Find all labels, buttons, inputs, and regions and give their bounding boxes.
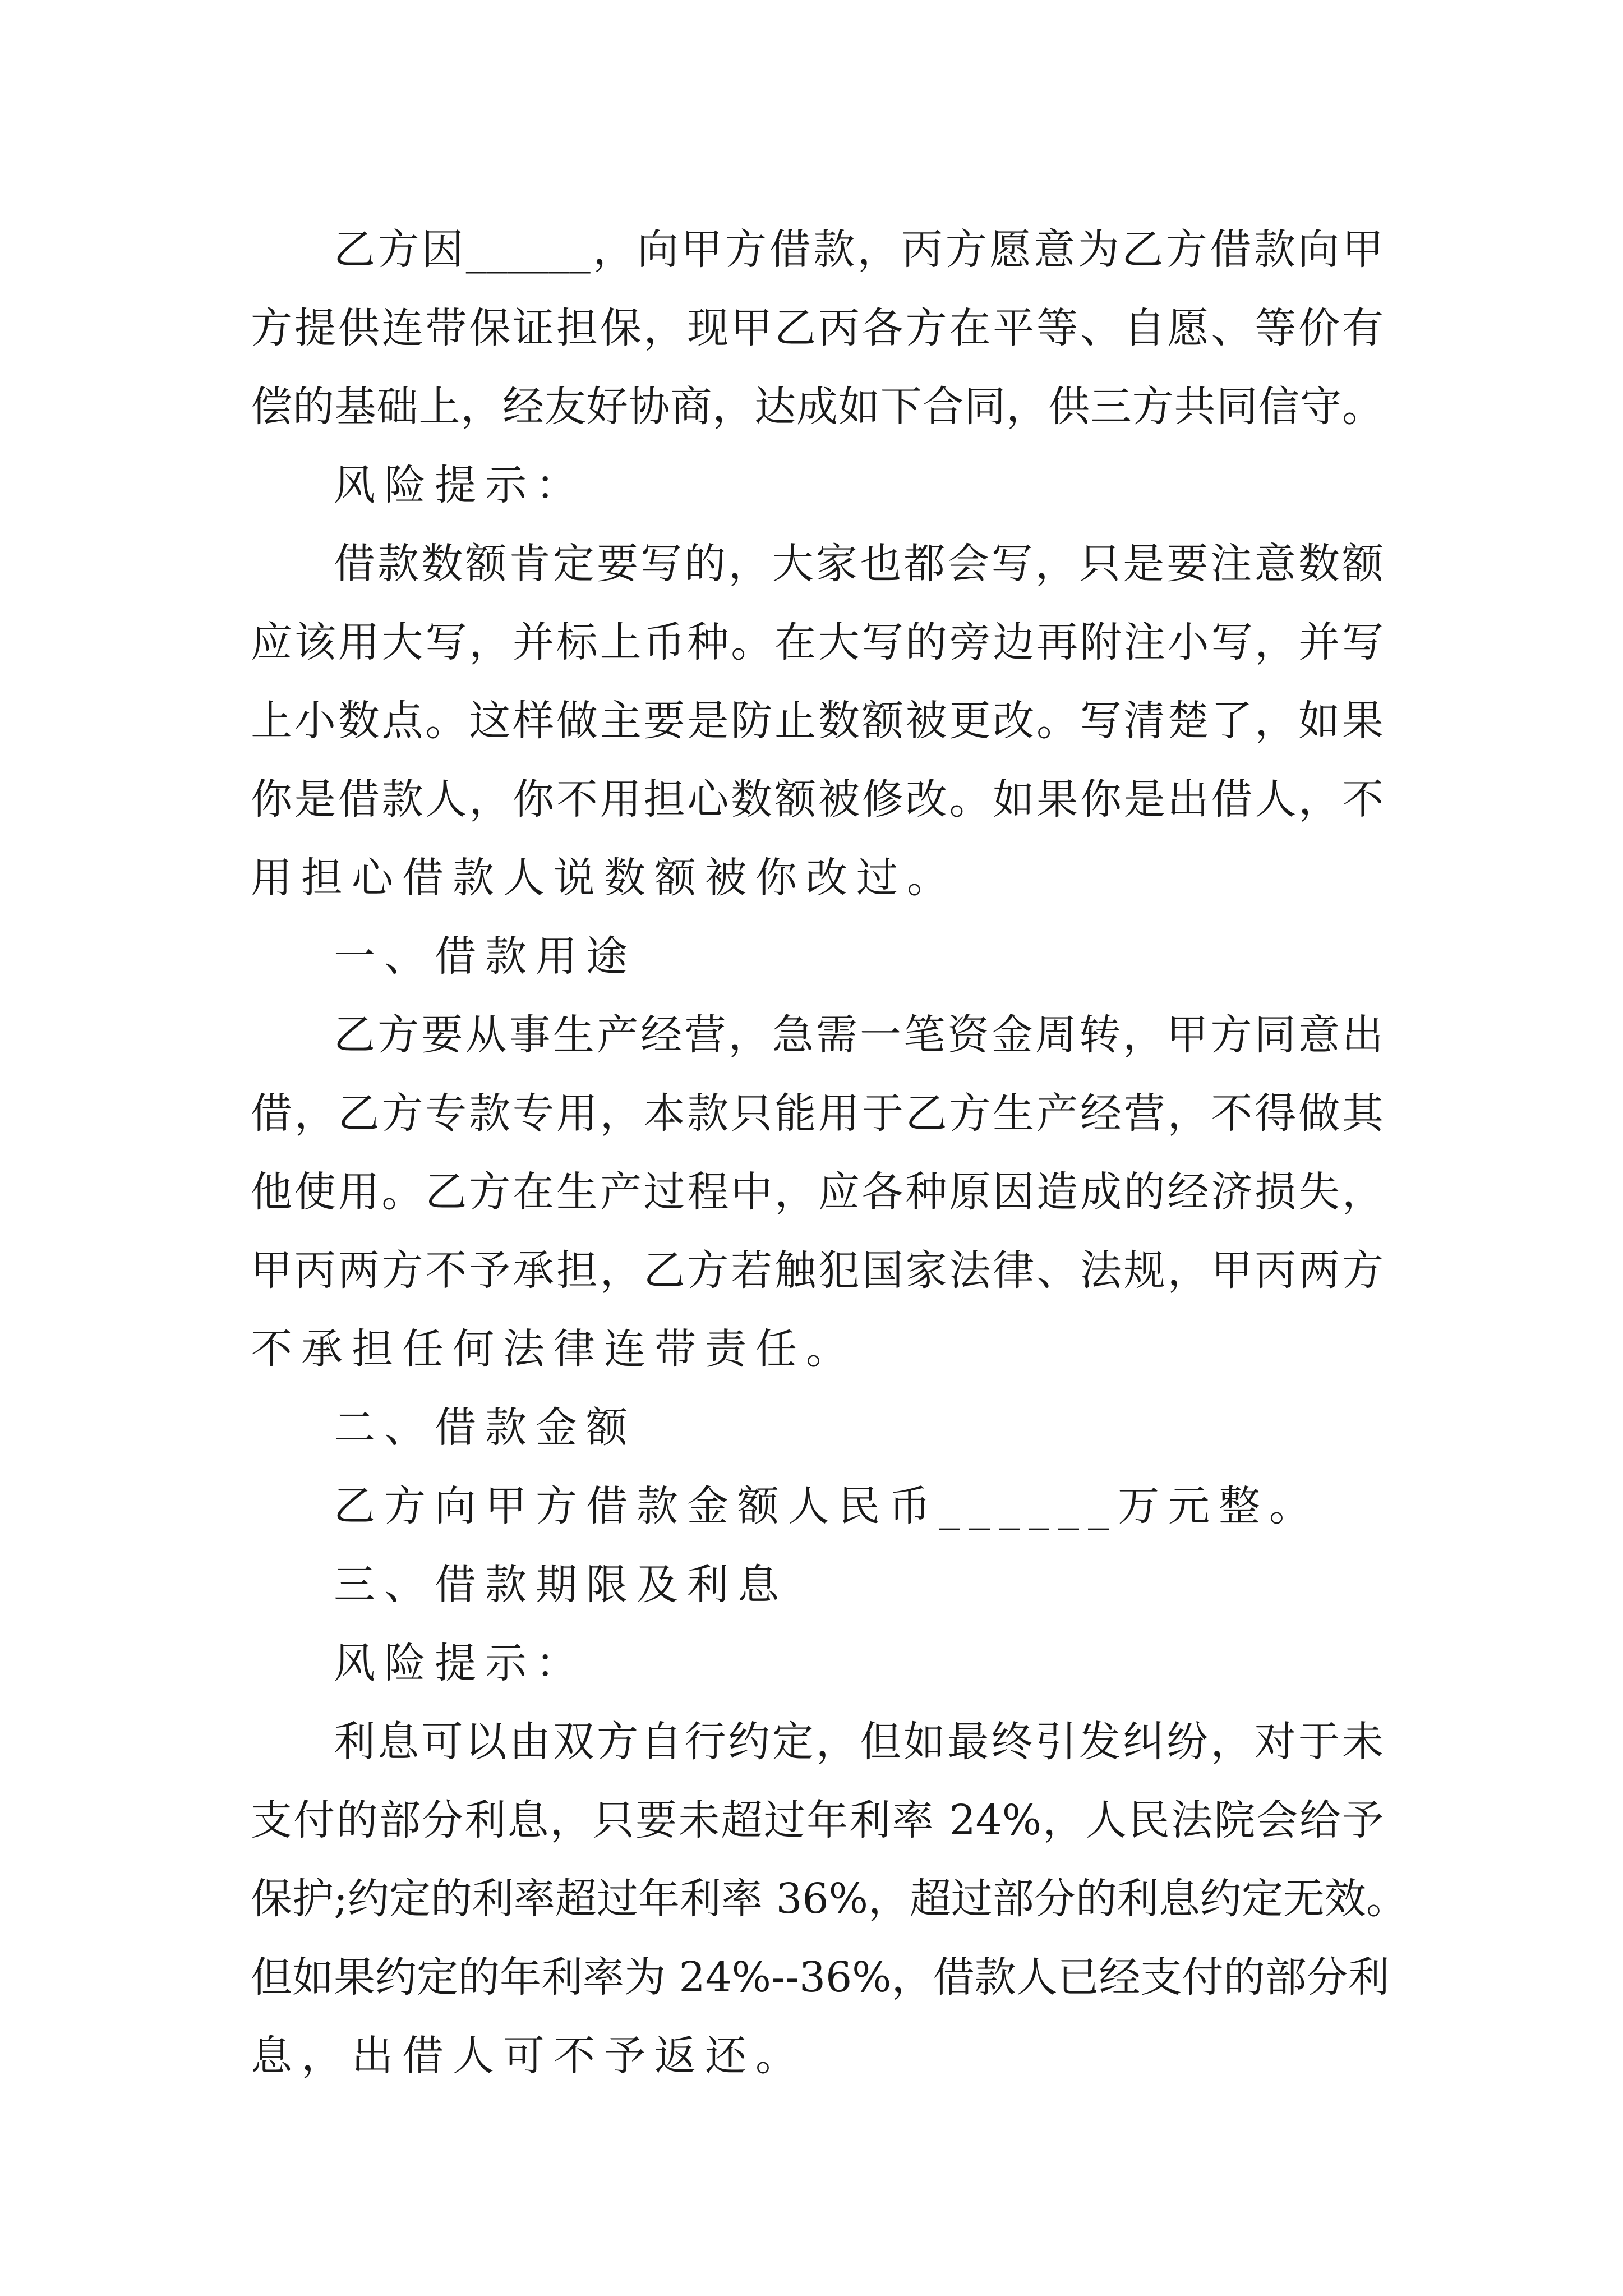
paragraph-line: 利息可以由双方自行约定，但如最终引发纠纷，对于未 [334, 1718, 1384, 1766]
paragraph-line: 乙方要从事生产经营，急需一笔资金周转，甲方同意出 [334, 1011, 1384, 1059]
paragraph-line: 用担心借款人说数额被你改过。 [251, 854, 957, 902]
section-heading: 三、借款期限及利息 [334, 1561, 788, 1609]
paragraph-line: 方提供连带保证担保，现甲乙丙各方在平等、自愿、等价有 [251, 304, 1384, 352]
document-body [251, 210, 1408, 2095]
paragraph-line: 保护;约定的利率超过年利率 36%，超过部分的利息约定无效。 [251, 1875, 1408, 1923]
paragraph-line: 上小数点。这样做主要是防止数额被更改。写清楚了，如果 [251, 697, 1384, 745]
paragraph-line: 借款数额肯定要写的，大家也都会写，只是要注意数额 [334, 540, 1384, 588]
paragraph-line: 息，出借人可不予返还。 [251, 2032, 806, 2080]
paragraph-line: 乙方向甲方借款金额人民币______万元整。 [334, 1482, 1320, 1530]
paragraph-line: 应该用大写，并标上币种。在大写的旁边再附注小写，并写 [251, 618, 1384, 666]
paragraph-line: 支付的部分利息，只要未超过年利率 24%，人民法院会给予 [251, 1796, 1384, 1844]
paragraph-line: 甲丙两方不予承担，乙方若触犯国家法律、法规，甲丙两方 [251, 1246, 1384, 1295]
section-heading: 二、借款金额 [334, 1404, 637, 1452]
paragraph-line: 借，乙方专款专用，本款只能用于乙方生产经营，不得做其 [251, 1089, 1384, 1138]
paragraph-line: 你是借款人，你不用担心数额被修改。如果你是出借人，不 [251, 775, 1384, 823]
section-note-heading: 风险提示： [334, 461, 586, 509]
paragraph-line: 乙方因______，向甲方借款，丙方愿意为乙方借款向甲 [334, 226, 1384, 274]
paragraph-line: 不承担任何法律连带责任。 [251, 1325, 856, 1373]
paragraph-line: 但如果约定的年利率为 24%--36%，借款人已经支付的部分利 [251, 1953, 1390, 2001]
paragraph-line: 偿的基础上，经友好协商，达成如下合同，供三方共同信守。 [251, 383, 1384, 431]
paragraph-line: 他使用。乙方在生产过程中，应各种原因造成的经济损失， [251, 1168, 1384, 1216]
section-heading: 一、借款用途 [334, 932, 637, 981]
section-note-heading: 风险提示： [334, 1639, 586, 1687]
